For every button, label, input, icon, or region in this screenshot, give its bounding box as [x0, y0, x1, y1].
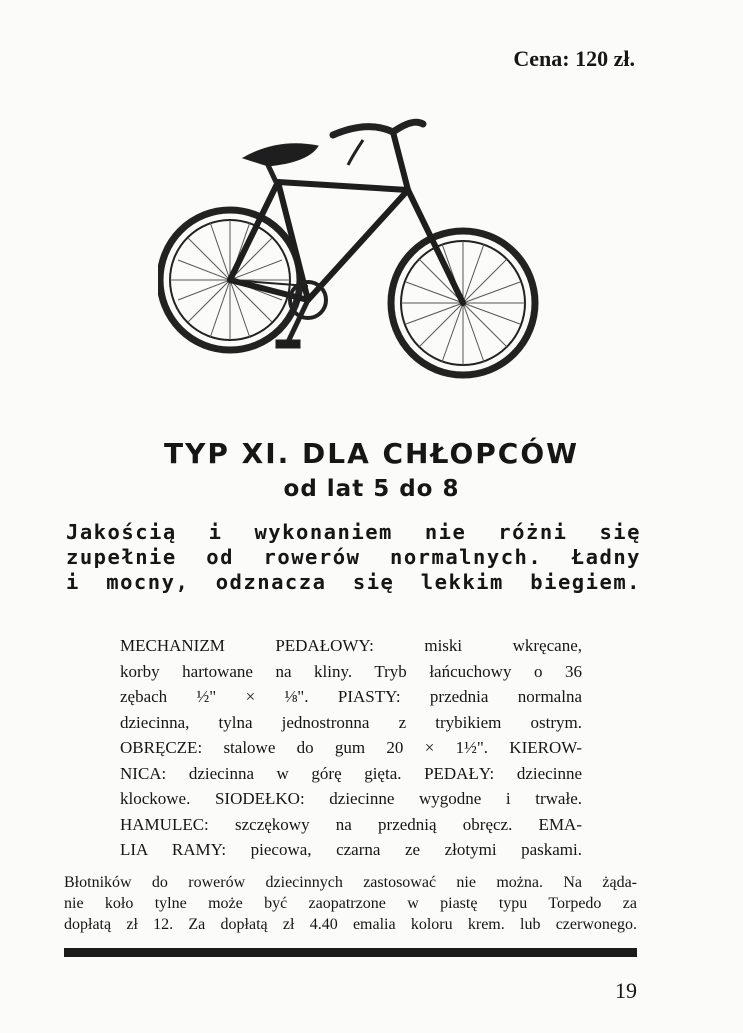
quality-line: Jakością i wykonaniem nie różni się: [66, 520, 641, 544]
bicycle-illustration: [158, 110, 548, 395]
product-title: TYP XI. DLA CHŁOPCÓW: [163, 437, 580, 470]
spec-line: HAMULEC: szczękowy na przednią obręcz. EMA-: [120, 814, 582, 834]
spec-line: klockowe. SIODEŁKO: dziecinne wygodne i trwałe.: [120, 789, 582, 808]
price-label: Cena: 120 zł.: [513, 46, 635, 71]
note-line: Błotników do rowerów dziecinnych zastosować nie można. Na żąda-: [64, 874, 637, 891]
product-age-range: od lat 5 do 8: [283, 476, 460, 502]
quality-line: i mocny, odznacza się lekkim biegiem.: [66, 570, 641, 594]
spec-line: NICA: dziecinna w górę gięta. PEDAŁY: dziecinne: [120, 763, 582, 783]
spec-line: MECHANIZM PEDAŁOWY: miski wkręcane,: [120, 636, 582, 655]
note-line: dopłatą zł 12. Za dopłatą zł 4.40 emalia koloru krem. lub czerwonego.: [64, 916, 637, 933]
spec-line: LIA RAMY: piecowa, czarna ze złotymi paskami.: [120, 840, 582, 859]
quality-line: zupełnie od rowerów normalnych. Ładny: [66, 545, 641, 569]
spec-line: dziecinna, tylna jednostronna z trybikiem ostrym.: [120, 712, 582, 732]
quality-description: [66, 520, 641, 595]
divider-rule: [64, 948, 637, 957]
spec-line: OBRĘCZE: stalowe do gum 20 × 1½". KIEROW-: [120, 738, 582, 757]
specifications: [120, 633, 582, 863]
page-number: 19: [615, 978, 637, 1003]
note-line: nie koło tylne może być zaopatrzone w piastę typu Torpedo za: [64, 895, 637, 912]
spec-line: zębach ½" × ⅛". PIASTY: przednia normalna: [120, 687, 582, 706]
footnote: [64, 872, 637, 935]
spec-line: korby hartowane na kliny. Tryb łańcuchowy o 36: [120, 661, 582, 681]
